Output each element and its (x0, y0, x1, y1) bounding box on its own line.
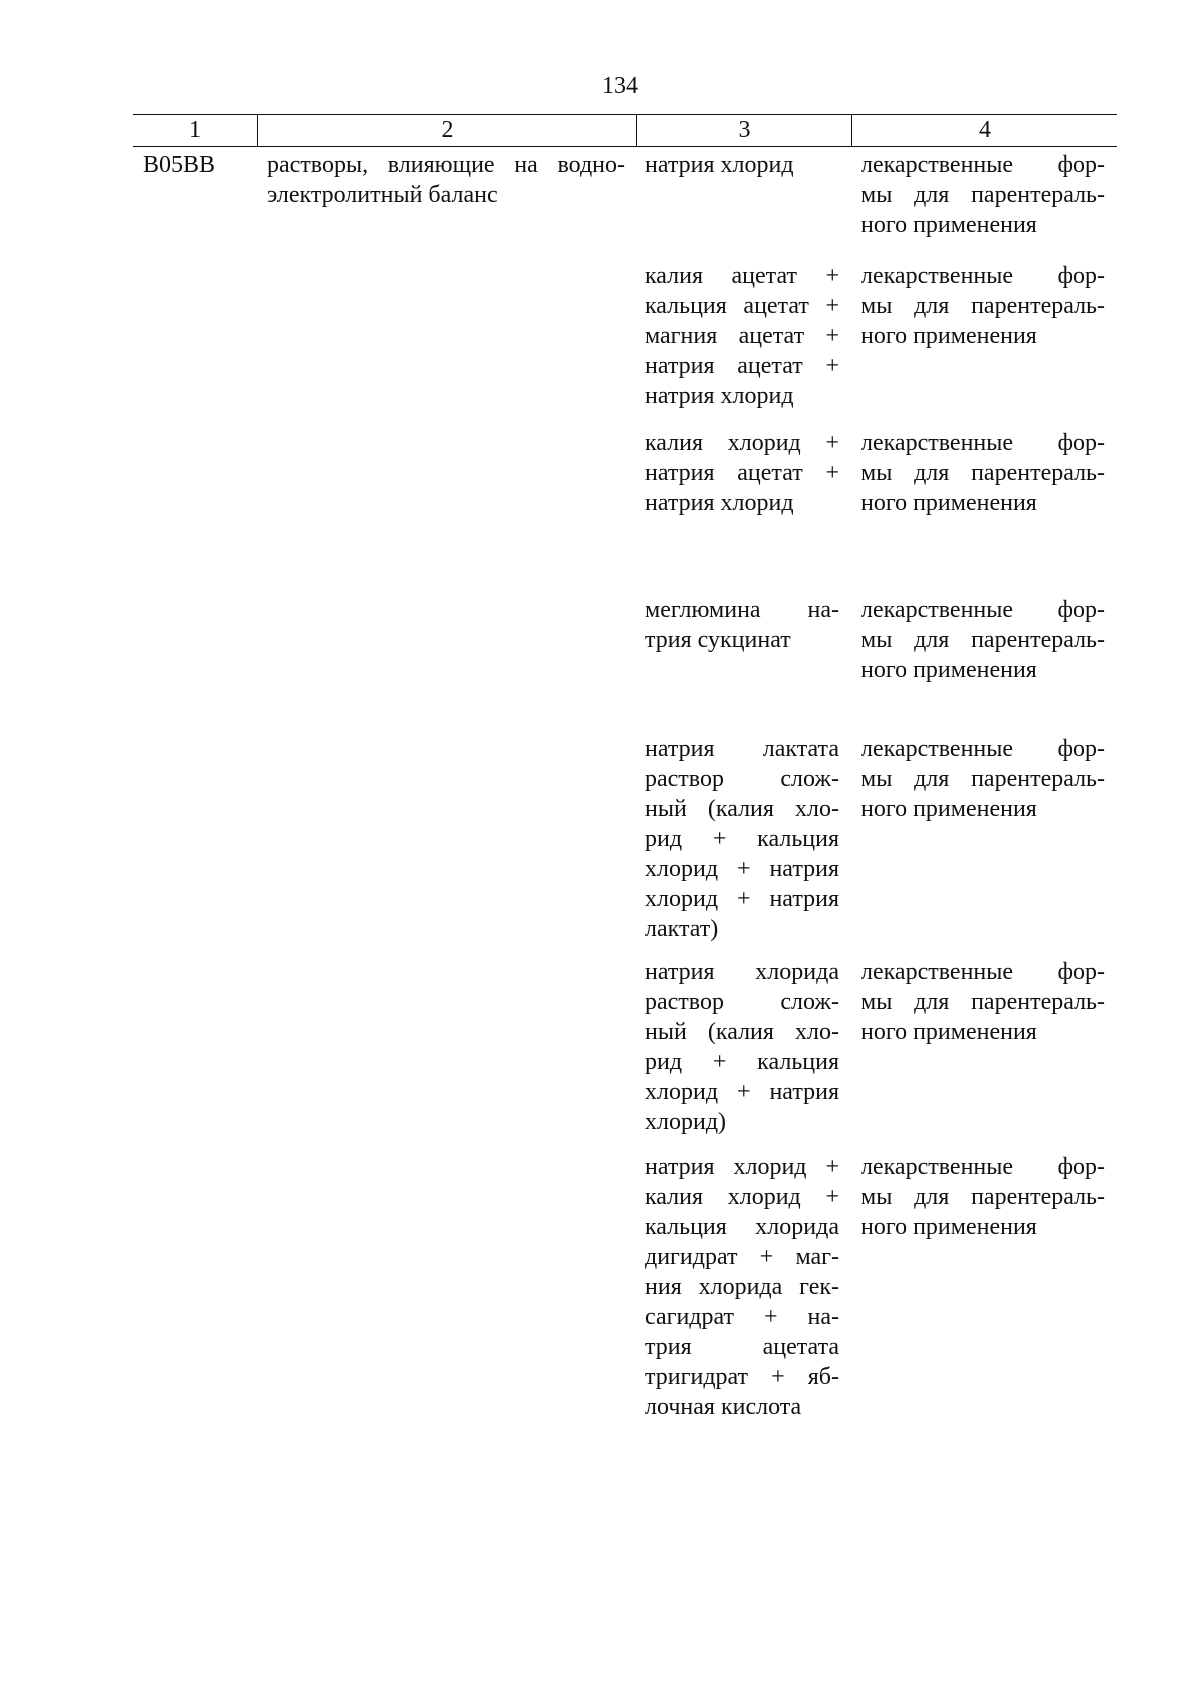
drug-name-line: калия хлорид + (645, 1184, 839, 1210)
dosage-form-line: мы для парентераль- (861, 1184, 1105, 1210)
dosage-form-line: мы для парентераль- (861, 182, 1105, 208)
drug-name (645, 261, 839, 411)
header-cell-4: 4 (851, 115, 1118, 146)
drug-name-line: натрия хлорид (645, 490, 794, 516)
group-name-line: электролитный баланс (267, 182, 498, 208)
drug-name-line: сагидрат + на- (645, 1304, 839, 1330)
drug-name-line: рид + кальция (645, 826, 839, 852)
dosage-form (861, 150, 1105, 240)
dosage-form (861, 428, 1105, 518)
group-name (267, 150, 625, 210)
dosage-form-line: ного применения (861, 796, 1037, 822)
drug-name-line: магния ацетат + (645, 323, 839, 349)
drug-name-line: рид + кальция (645, 1049, 839, 1075)
dosage-form-line: лекарственные фор- (861, 736, 1105, 762)
drug-name-line: калия ацетат + (645, 263, 839, 289)
drug-name-line: лочная кислота (645, 1394, 802, 1420)
dosage-form-line: ного применения (861, 1019, 1037, 1045)
table-header-row (133, 114, 1117, 147)
dosage-form (861, 957, 1105, 1047)
header-cell-2: 2 (257, 115, 637, 146)
drug-name-line: натрия хлорида (645, 959, 839, 985)
dosage-form-line: мы для парентераль- (861, 766, 1105, 792)
drug-name-line: кальция хлорида (645, 1214, 839, 1240)
dosage-form-line: лекарственные фор- (861, 959, 1105, 985)
drug-name-line: хлорид + натрия (645, 886, 839, 912)
dosage-form-line: лекарственные фор- (861, 1154, 1105, 1180)
dosage-form (861, 734, 1105, 824)
dosage-form-line: мы для парентераль- (861, 293, 1105, 319)
drug-name-line: ный (калия хло- (645, 1019, 839, 1045)
header-cell-3: 3 (636, 115, 852, 146)
drug-name (645, 734, 839, 944)
drug-name-line: кальция ацетат + (645, 293, 839, 319)
drug-name-line: натрия ацетат + (645, 460, 839, 486)
drug-name-line: калия хлорид + (645, 430, 839, 456)
drug-name-line: натрия лактата (645, 736, 839, 762)
page-number: 134 (602, 73, 638, 99)
drug-name-line: хлорид + натрия (645, 856, 839, 882)
drug-name-line: хлорид + натрия (645, 1079, 839, 1105)
drug-name-line: раствор слож- (645, 989, 839, 1015)
dosage-form-line: мы для парентераль- (861, 460, 1105, 486)
drug-name (645, 150, 839, 180)
drug-name-line: натрия хлорид + (645, 1154, 839, 1180)
dosage-form (861, 1152, 1105, 1242)
group-name-line: растворы, влияющие на водно- (267, 152, 625, 178)
drug-name-line: трия ацетата (645, 1334, 839, 1360)
dosage-form (861, 261, 1105, 351)
dosage-form-line: лекарственные фор- (861, 430, 1105, 456)
drug-name-line: тригидрат + яб- (645, 1364, 839, 1390)
drug-name (645, 428, 839, 518)
dosage-form-line: ного применения (861, 490, 1037, 516)
drug-name-line: меглюмина на- (645, 597, 839, 623)
dosage-form (861, 595, 1105, 685)
drug-name-line: ный (калия хло- (645, 796, 839, 822)
drug-name-line: трия сукцинат (645, 627, 791, 653)
drug-name-line: натрия ацетат + (645, 353, 839, 379)
drug-name-line: лактат) (645, 916, 719, 942)
drug-name-line: раствор слож- (645, 766, 839, 792)
drug-name (645, 595, 839, 655)
header-cell-1: 1 (189, 117, 201, 143)
dosage-form-line: мы для парентераль- (861, 627, 1105, 653)
drug-name-line: натрия хлорид (645, 152, 794, 178)
drug-name (645, 957, 839, 1137)
dosage-form-line: ного применения (861, 323, 1037, 349)
dosage-form-line: ного применения (861, 1214, 1037, 1240)
drug-name-line: натрия хлорид (645, 383, 794, 409)
drug-name-line: хлорид) (645, 1109, 727, 1135)
dosage-form-line: лекарственные фор- (861, 263, 1105, 289)
dosage-form-line: лекарственные фор- (861, 597, 1105, 623)
dosage-form-line: лекарственные фор- (861, 152, 1105, 178)
atc-code: B05BB (143, 152, 216, 178)
dosage-form-line: мы для парентераль- (861, 989, 1105, 1015)
dosage-form-line: ного применения (861, 657, 1037, 683)
drug-name-line: дигидрат + маг- (645, 1244, 839, 1270)
drug-name-line: ния хлорида гек- (645, 1274, 839, 1300)
dosage-form-line: ного применения (861, 212, 1037, 238)
drug-name (645, 1152, 839, 1422)
